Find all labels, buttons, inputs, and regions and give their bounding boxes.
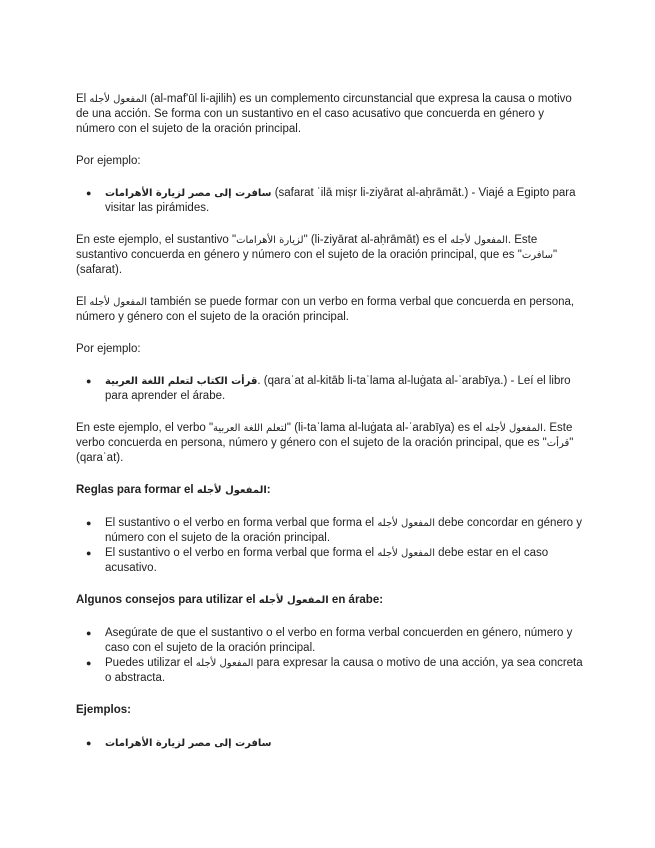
arabic-sentence: قرأت الكتاب لتعلم اللغة العربية (105, 376, 258, 387)
example-label-2: Por ejemplo: (76, 343, 141, 355)
list-item (76, 736, 585, 751)
list-item: ● سافرت إلى مصر لزيارة الأهرامات (safarat ʾilā miṣr li-ziyārat al-aḥrāmāt.) - Viajé a Egipto para visitar las pirámides. (76, 186, 585, 216)
list-item: ● Puedes utilizar el المفعول لأجله para expresar la causa o motivo de una acción, ya sea concreta o abstracta. (76, 656, 585, 686)
intro-paragraph: El المفعول لأجله (al-maf'ūl li-ajilih) es un complemento circunstancial que expresa la causa o motivo de una acción. Se forma con un sustantivo en el caso acusativo que concuerda en género y número con el sujeto de la oración principal. (76, 93, 572, 135)
tips-list (76, 626, 585, 686)
examples-list (76, 736, 585, 751)
tips-heading: Algunos consejos para utilizar el المفعول لأجله en árabe: (76, 594, 384, 606)
explanation-paragraph-1: En este ejemplo, el sustantivo "لزيارة الأهرامات" (li-ziyārat al-aḥrāmāt) es el المفعول لأجله. Este sustantivo concuerda en género y número con el sujeto de la oración principal, que es "سافرت" (safarat). (76, 234, 558, 276)
explanation-paragraph-2: En este ejemplo, el verbo "لتعلم اللغة العربية" (li-taʿlama al-luġata al-ʿarabīya) es el المفعول لأجله. Este verbo concuerda en persona, número y género con el sujeto de la oración principal, que es "قرأت" (qaraʾat). (76, 422, 574, 464)
example-list-2 (76, 374, 585, 404)
list-item: ● قرأت الكتاب لتعلم اللغة العربية. (qaraʾat al-kitāb li-taʿlama al-luġata al-ʿarabīya.) - Leí el libro para aprender el árabe. (76, 374, 585, 404)
list-item: ● Asegúrate de que el sustantivo o el verbo en forma verbal concuerden en género, número y caso con el sujeto de la oración principal. (76, 626, 585, 656)
arabic-sentence: سافرت إلى مصر لزيارة الأهرامات (105, 188, 272, 199)
rules-list (76, 516, 585, 576)
examples-heading: Ejemplos: (76, 704, 131, 716)
rules-heading: Reglas para formar el المفعول لأجله: (76, 484, 271, 496)
example-list-1 (76, 186, 585, 216)
list-item: ● El sustantivo o el verbo en forma verbal que forma el المفعول لأجله debe estar en el caso acusativo. (76, 546, 585, 576)
verb-form-paragraph: El المفعول لأجله también se puede formar con un verbo en forma verbal que concuerda en persona, número y género con el sujeto de la oración principal. (76, 296, 575, 323)
arabic-term: المفعول لأجله (89, 94, 148, 105)
list-item: ● El sustantivo o el verbo en forma verbal que forma el المفعول لأجله debe concordar en género y número con el sujeto de la oración principal. (76, 516, 585, 546)
example-label-1: Por ejemplo: (76, 155, 141, 167)
arabic-sentence: سافرت إلى مصر لزيارة الأهرامات (105, 738, 272, 749)
